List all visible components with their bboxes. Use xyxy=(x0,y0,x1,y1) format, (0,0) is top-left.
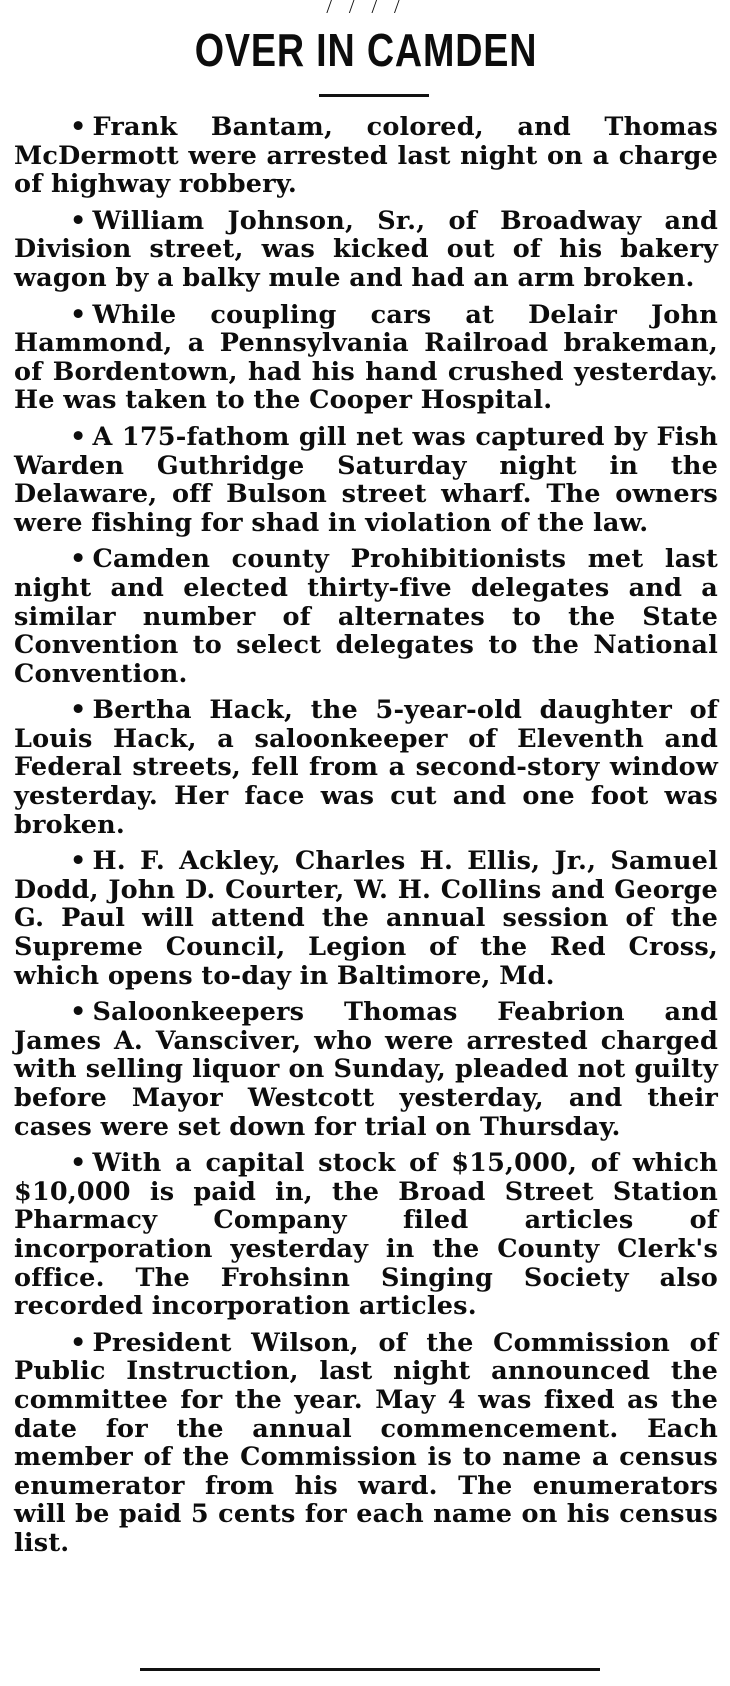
news-item-text: While coupling cars at Delair John Hammond, a Pennsylvania Railroad brakeman, of Bordentown, had his hand crushed yesterday. He was taken to the Cooper Hospital. xyxy=(14,299,718,416)
bullet-icon: • xyxy=(70,421,87,452)
news-item xyxy=(14,207,718,293)
news-item-text: Camden county Prohibitionists met last night and elected thirty-five delegates and a similar number of alternates to the State Convention to select delegates to the National Convention. xyxy=(14,544,718,689)
news-item xyxy=(14,1329,718,1558)
bottom-rule xyxy=(140,1668,600,1671)
news-item-text: Bertha Hack, the 5-year-old daughter of Louis Hack, a saloonkeeper of Eleventh and Federal streets, fell from a second-story window yesterday. Her face was cut and one foot was broken. xyxy=(14,695,718,840)
bullet-icon: • xyxy=(70,1327,87,1358)
top-decorative-marks: / / / / xyxy=(326,0,406,14)
news-item-text: William Johnson, Sr., of Broadway and Division street, was kicked out of his bakery wagon by a balky mule and had an arm broken. xyxy=(14,205,718,293)
bullet-icon: • xyxy=(70,544,87,575)
bullet-icon: • xyxy=(70,205,87,236)
news-item-text: With a capital stock of $15,000, of which $10,000 is paid in, the Broad Street Station Pharmacy Company filed articles of incorporation yesterday in the County Clerk's office. The Frohsinn Singing Society also recorded incorporation articles. xyxy=(14,1148,718,1322)
news-item xyxy=(14,113,718,199)
news-item xyxy=(14,545,718,688)
bullet-icon: • xyxy=(70,997,87,1028)
news-item xyxy=(14,301,718,415)
bullet-icon: • xyxy=(70,1148,87,1179)
news-item xyxy=(14,1149,718,1321)
bullet-icon: • xyxy=(70,846,87,877)
news-item xyxy=(14,423,718,537)
news-item-text: Saloonkeepers Thomas Feabrion and James A. Vansciver, who were arrested charged with selling liquor on Sunday, pleaded not guilty before Mayor Westcott yesterday, and their cases were set down for trial on Thursday. xyxy=(14,997,718,1142)
news-item-text: A 175-fathom gill net was captured by Fish Warden Guthridge Saturday night in the Delaware, off Bulson street wharf. The owners were fishing for shad in violation of the law. xyxy=(14,421,718,538)
news-item xyxy=(14,696,718,839)
news-items-list xyxy=(14,113,718,1558)
news-item xyxy=(14,847,718,990)
bullet-icon: • xyxy=(70,695,87,726)
headline: OVER IN CAMDEN xyxy=(194,24,538,76)
news-item xyxy=(14,998,718,1141)
news-item-text: President Wilson, of the Commission of Public Instruction, last night announced the committee for the year. May 4 was fixed as the date for the annual commencement. Each member of the Commission is to name a census enumerator from his ward. The enumerators will be paid 5 cents for each name on his census list. xyxy=(14,1327,718,1558)
news-item-text: H. F. Ackley, Charles H. Ellis, Jr., Samuel Dodd, John D. Courter, W. H. Collins and George G. Paul will attend the annual session of the Supreme Council, Legion of the Red Cross, which opens to-day in Baltimore, Md. xyxy=(14,846,718,991)
bullet-icon: • xyxy=(70,299,87,330)
bullet-icon: • xyxy=(70,112,87,142)
headline-rule xyxy=(319,94,429,97)
news-item-text: Frank Bantam, colored, and Thomas McDermott were arrested last night on a charge of highway robbery. xyxy=(14,112,718,200)
